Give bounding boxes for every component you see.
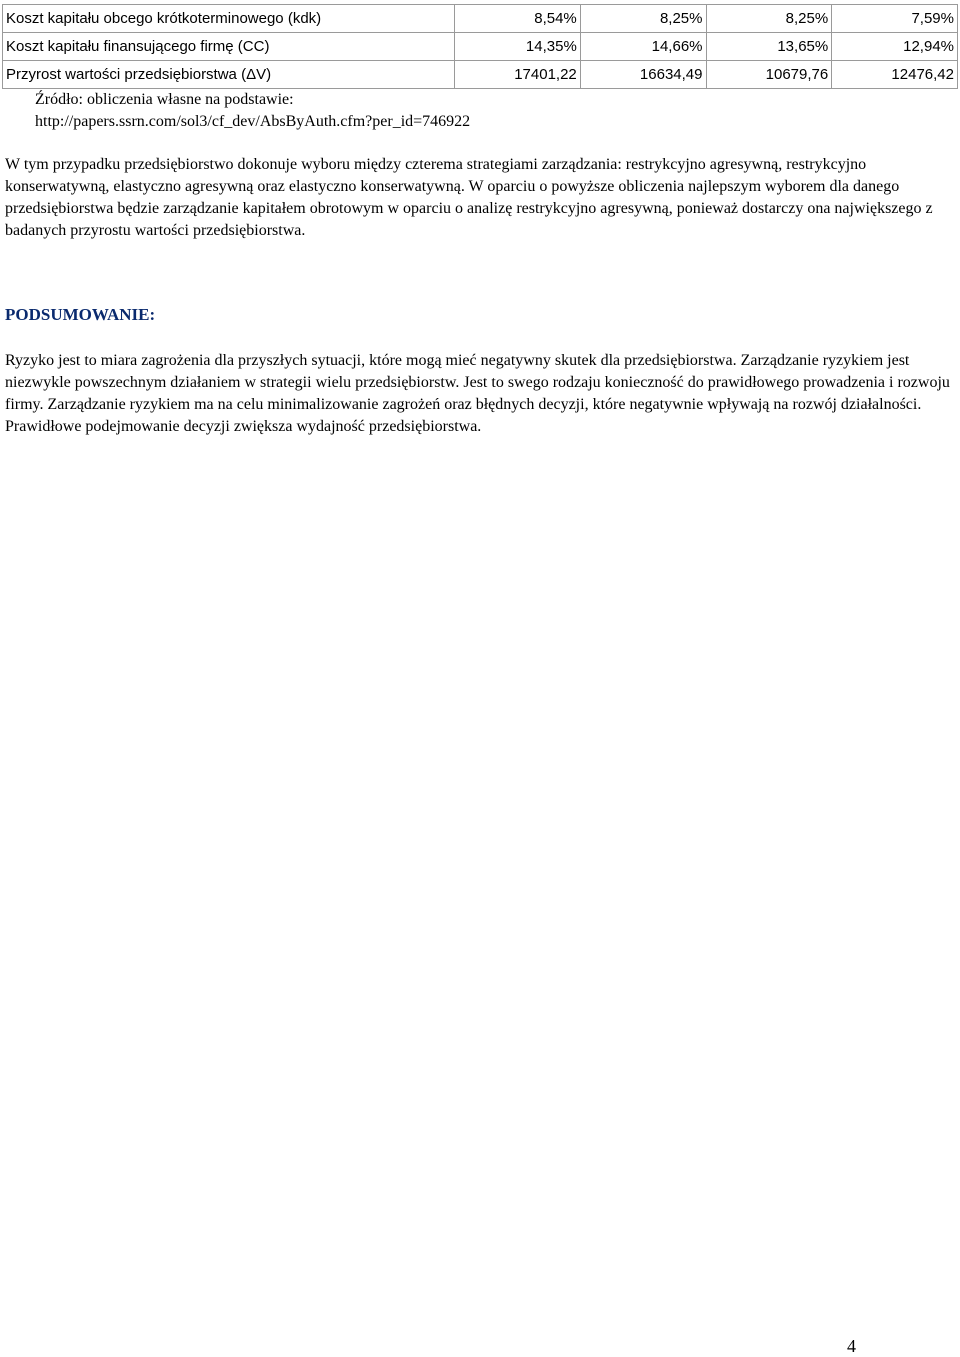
data-table	[2, 4, 958, 89]
table-row	[3, 5, 958, 33]
table-row	[3, 61, 958, 89]
table-cell: 17401,22	[455, 61, 581, 89]
table-cell: 8,25%	[706, 5, 832, 33]
table-cell: 12,94%	[832, 33, 958, 61]
row-label: Przyrost wartości przedsiębiorstwa (ΔV)	[3, 61, 455, 89]
source-url: http://papers.ssrn.com/sol3/cf_dev/AbsByAuth.cfm?per_id=746922	[35, 113, 471, 130]
page-number: 4	[847, 1336, 856, 1356]
table-cell: 7,59%	[832, 5, 958, 33]
table-cell: 14,35%	[455, 33, 581, 61]
summary-paragraph: Ryzyko jest to miara zagrożenia dla przyszłych sytuacji, które mogą mieć negatywny skutek dla przedsiębiorstwa. Zarządzanie ryzykiem jest niezwykle powszechnym działaniem w strategii wielu przedsiębiorstw. Jest to swego rodzaju konieczność do prawidłowego prowadzenia i rozwoju firmy. Zarządzanie ryzykiem ma na celu minimalizowanie zagrożeń oraz błędnych decyzji, które negatywnie wpływają na rozwój działalności. Prawidłowe podejmowanie decyzji zwiększa wydajność przedsiębiorstwa.	[5, 352, 950, 435]
source-note	[0, 89, 960, 133]
row-label: Koszt kapitału finansującego firmę (CC)	[3, 33, 455, 61]
table-cell: 10679,76	[706, 61, 832, 89]
table-cell: 8,25%	[580, 5, 706, 33]
table-cell: 13,65%	[706, 33, 832, 61]
source-label: Źródło: obliczenia własne na podstawie:	[35, 91, 294, 108]
table-cell: 14,66%	[580, 33, 706, 61]
summary-heading: PODSUMOWANIE:	[5, 305, 156, 324]
row-label: Koszt kapitału obcego krótkoterminowego (kdk)	[3, 5, 455, 33]
analysis-paragraph: W tym przypadku przedsiębiorstwo dokonuje wyboru między czterema strategiami zarządzania: restrykcyjno agresywną, restrykcyjno konserwatywną, elastyczno agresywną oraz elastyczno konserwatywną. W oparciu o powyższe obliczenia najlepszym wyborem dla danego przedsiębiorstwa będzie zarządzanie kapitałem obrotowym w oparciu o analizę restrykcyjno agresywną, ponieważ dostarczy ona największego z badanych przyrostu wartości przedsiębiorstwa.	[5, 156, 933, 239]
table-cell: 12476,42	[832, 61, 958, 89]
table-cell: 16634,49	[580, 61, 706, 89]
table-row	[3, 33, 958, 61]
table-cell: 8,54%	[455, 5, 581, 33]
